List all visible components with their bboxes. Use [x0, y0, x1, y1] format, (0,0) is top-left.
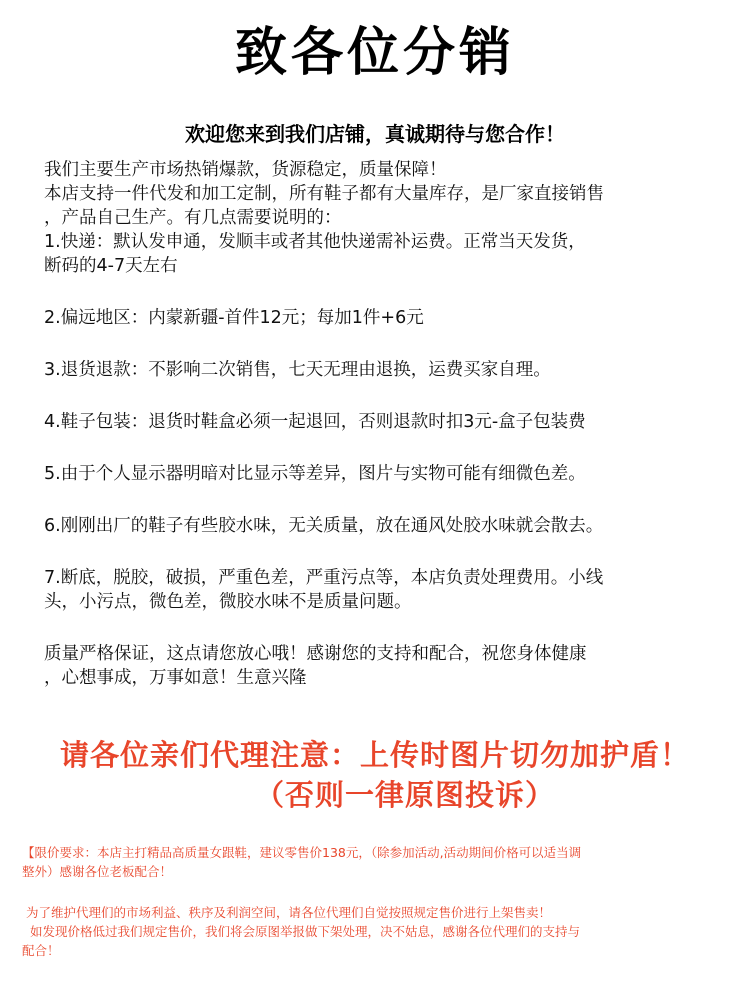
notice-item-closing	[44, 642, 714, 690]
notice-line: 2.偏远地区：内蒙新疆-首件12元；每加1件+6元	[44, 308, 424, 328]
notice-item-quality-issues	[44, 566, 714, 614]
notice-line: 质量严格保证，这点请您放心哦！感谢您的支持和配合，祝您身体健康	[44, 644, 587, 664]
fine-print-line: 整外）感谢各位老板配合！	[22, 864, 173, 879]
intro-line: 本店支持一件代发和加工定制，所有鞋子都有大量库存，是厂家直接销售	[44, 184, 604, 204]
fine-print-line: 为了维护代理们的市场利益、秩序及利润空间，请各位代理们自觉按照规定售价进行上架售卖！	[22, 905, 551, 920]
fine-print-line: 【限价要求：本店主打精品高质量女跟鞋，建议零售价138元，（除参加活动,活动期间价格可以适当调	[22, 845, 582, 860]
agent-warning	[0, 735, 750, 815]
page-title: 致各位分销	[234, 23, 515, 83]
notice-item-packaging	[44, 410, 714, 434]
page-subtitle: 欢迎您来到我们店铺，真诚期待与您合作！	[185, 122, 565, 146]
intro-line: 1.快递：默认发申通，发顺丰或者其他快递需补运费。正常当天发货，	[44, 232, 586, 252]
intro-line: 断码的4-7天左右	[44, 256, 178, 276]
intro-paragraph	[44, 158, 714, 278]
price-limit-notice	[22, 843, 734, 881]
notice-line: 头，小污点，微色差，微胶水味不是质量问题。	[44, 592, 412, 612]
notice-item-color-difference	[44, 462, 714, 486]
notice-item-glue-smell	[44, 514, 714, 538]
notice-line: 6.刚刚出厂的鞋子有些胶水味，无关质量，放在通风处胶水味就会散去。	[44, 516, 604, 536]
warning-line-1: 请各位亲们代理注意：上传时图片切勿加护盾！	[59, 738, 690, 772]
notice-line: 5.由于个人显示器明暗对比显示等差异，图片与实物可能有细微色差。	[44, 464, 586, 484]
notice-line: 7.断底，脱胶，破损，严重色差，严重污点等，本店负责处理费用。小线	[44, 568, 604, 588]
notice-item-remote-areas	[44, 306, 714, 330]
intro-line: 我们主要生产市场热销爆款，货源稳定，质量保障！	[44, 160, 447, 180]
notice-line: 3.退货退款：不影响二次销售，七天无理由退换，运费买家自理。	[44, 360, 551, 380]
fine-print-line: 配合！	[22, 943, 60, 958]
warning-line-2: （否则一律原图投诉）	[254, 778, 555, 812]
intro-line: ，产品自己生产。有几点需要说明的：	[44, 208, 342, 228]
notice-body	[44, 158, 714, 718]
notice-item-returns	[44, 358, 714, 382]
notice-line: ，心想事成，万事如意！生意兴隆	[44, 668, 307, 688]
price-enforcement-notice	[22, 903, 734, 960]
notice-line: 4.鞋子包装：退货时鞋盒必须一起退回，否则退款时扣3元-盒子包装费	[44, 412, 586, 432]
fine-print-line: 如发现价格低过我们规定售价，我们将会原图举报做下架处理，决不姑息，感谢各位代理们的支持与	[22, 924, 580, 939]
